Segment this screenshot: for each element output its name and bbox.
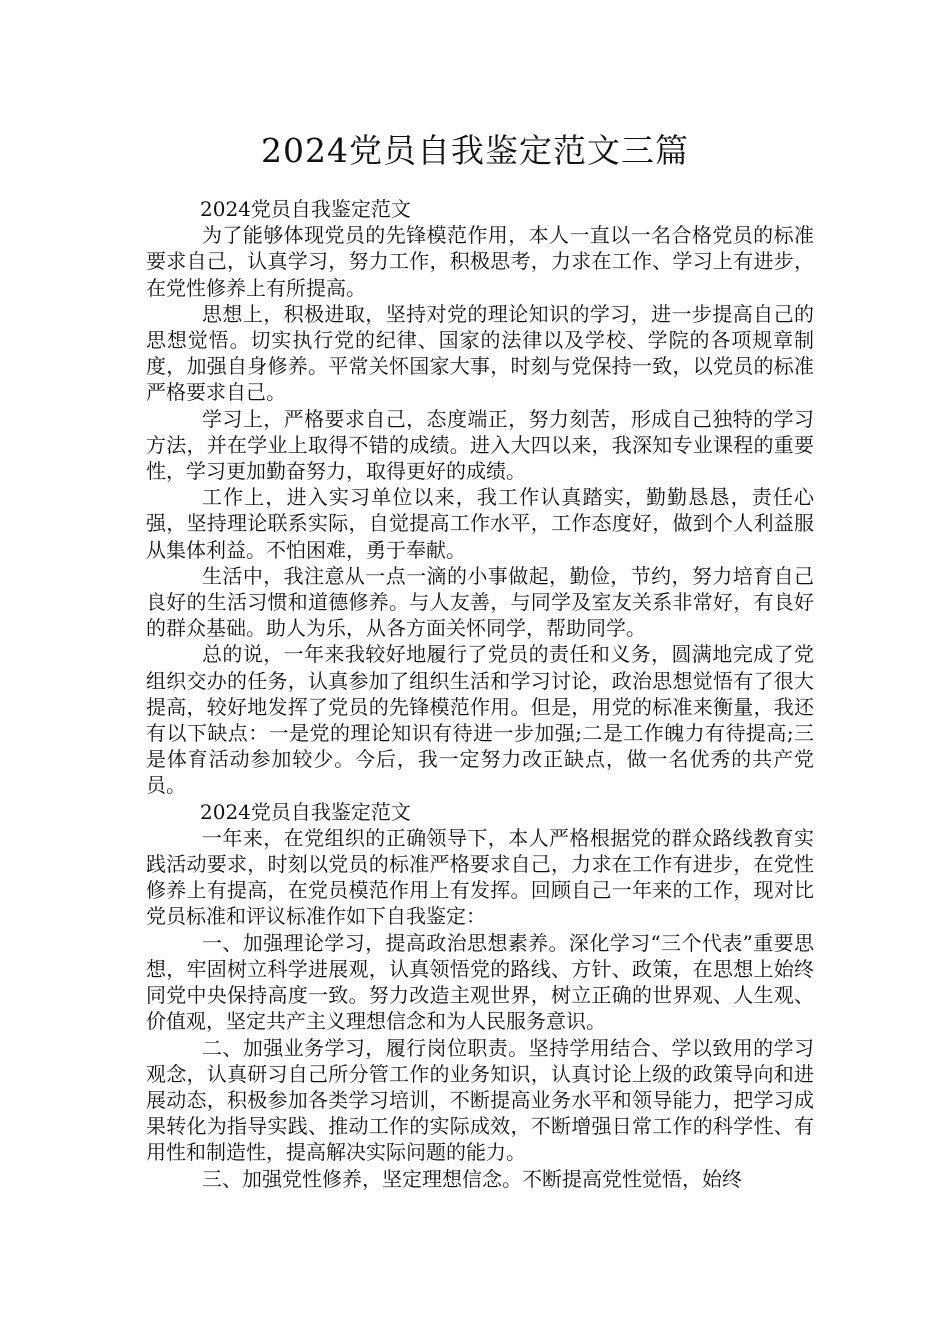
paragraph: 思想上，积极进取，坚持对党的理论知识的学习，进一步提高自己的思想觉悟。切实执行党的纪律、国家的法律以及学校、学院的各项规章制度，加强自身修养。平常关怀国家大事，时刻与党保持一致，以党员的标准严格要求自己。 [146,301,814,405]
document-body [146,196,814,1192]
paragraph: 二、加强业务学习，履行岗位职责。坚持学用结合、学以致用的学习观念，认真研习自己所分管工作的业务知识，认真讨论上级的政策导向和进展动态，积极参加各类学习培训，不断提高业务水平和领导能力，把学习成果转化为指导实践、推动工作的实际成效，不断增强日常工作的科学性、有用性和制造性，提高解决实际问题的能力。 [146,1035,814,1165]
paragraph: 总的说，一年来我较好地履行了党员的责任和义务，圆满地完成了党组织交办的任务，认真参加了组织生活和学习讨论，政治思想觉悟有了很大提高，较好地发挥了党员的先锋模范作用。但是，用党的标准来衡量，我还有以下缺点：一是党的理论知识有待进一步加强;二是工作魄力有待提高;三是体育活动参加较少。今后，我一定努力改正缺点，做一名优秀的共产党员。 [146,642,814,798]
paragraph: 工作上，进入实习单位以来，我工作认真踏实，勤勤恳恳，责任心强，坚持理论联系实际，自觉提高工作水平，工作态度好，做到个人利益服从集体利益。不怕困难，勇于奉献。 [146,485,814,562]
paragraph: 为了能够体现党员的先锋模范作用，本人一直以一名合格党员的标准要求自己，认真学习，努力工作，积极思考，力求在工作、学习上有进步，在党性修养上有所提高。 [146,223,814,300]
paragraph: 生活中，我注意从一点一滴的小事做起，勤俭，节约，努力培育自己良好的生活习惯和道德修养。与人友善，与同学及室友关系非常好，有良好的群众基础。助人为乐，从各方面关怀同学，帮助同学。 [146,563,814,641]
paragraph: 学习上，严格要求自己，态度端正，努力刻苦，形成自己独特的学习方法，并在学业上取得不错的成绩。进入大四以来，我深知专业课程的重要性，学习更加勤奋努力，取得更好的成绩。 [146,406,814,484]
section-heading: 2024党员自我鉴定范文 [200,197,411,221]
paragraph: 一、加强理论学习，提高政治思想素养。深化学习“三个代表”重要思想，牢固树立科学进展观，认真领悟党的路线、方针、政策，在思想上始终同党中央保持高度一致。努力改造主观世界，树立正确的世界观、人生观、价值观，坚定共产主义理想信念和为人民服务意识。 [146,930,814,1034]
paragraph: 三、加强党性修养，坚定理想信念。不断提高党性觉悟，始终 [202,1166,742,1191]
section-heading: 2024党员自我鉴定范文 [200,799,411,824]
document-title: 2024党员自我鉴定范文三篇 [261,131,689,170]
paragraph: 一年来，在党组织的正确领导下，本人严格根据党的群众路线教育实践活动要求，时刻以党员的标准严格要求自己，力求在工作有进步，在党性修养上有提高，在党员模范作用上有发挥。回顾自己一年来的工作，现对比党员标准和评议标准作如下自我鉴定： [146,825,814,929]
